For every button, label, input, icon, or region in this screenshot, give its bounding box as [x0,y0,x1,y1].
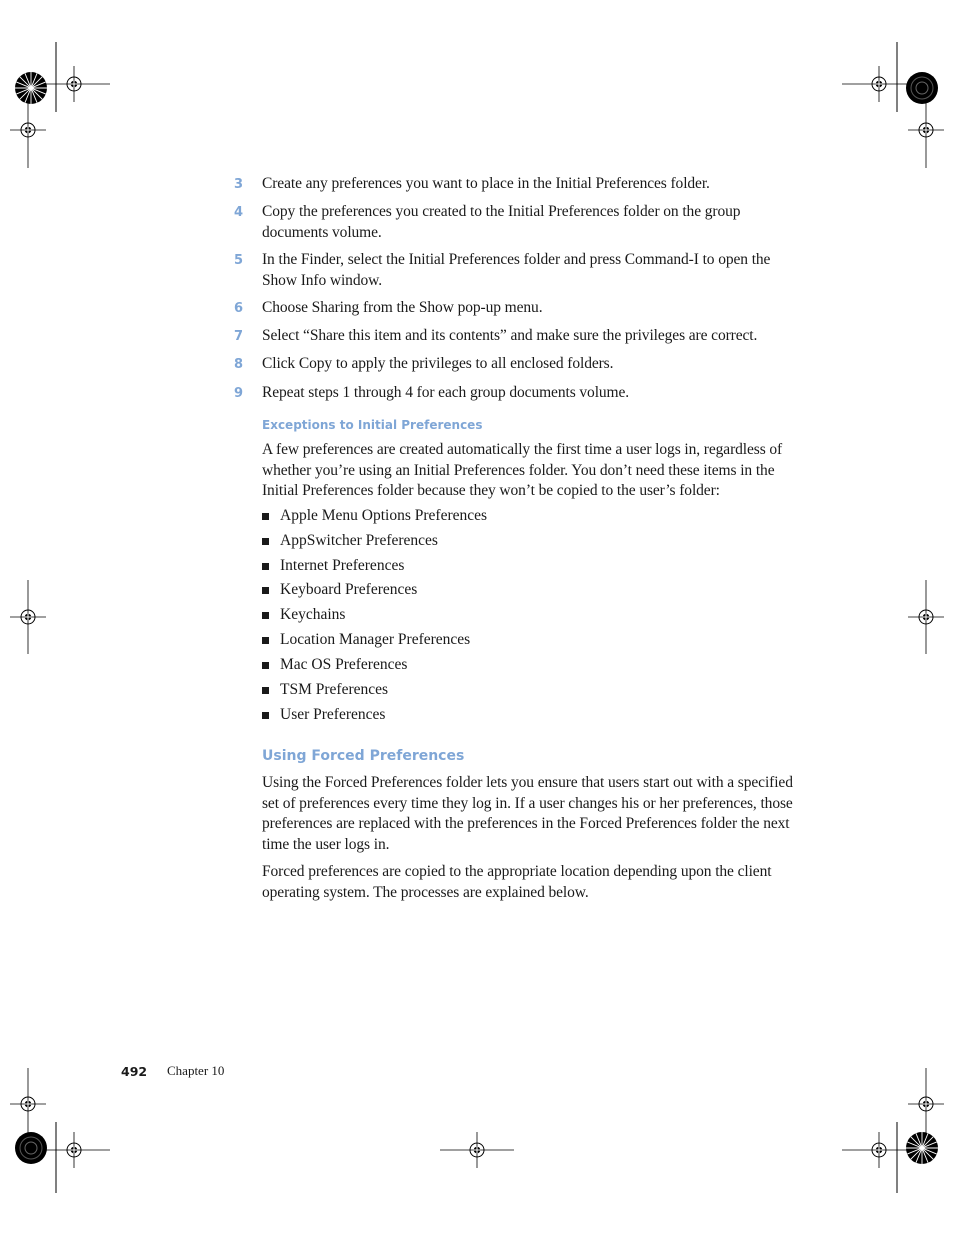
step-number: 9 [234,386,244,401]
step-number: 3 [234,177,244,192]
bullet [262,587,269,594]
list-item: Location Manager Preferences [280,631,471,648]
page-number: 492 [121,1064,148,1079]
list-item: Mac OS Preferences [280,656,408,673]
bullet [262,538,269,545]
step-text: Create any preferences you want to place in the Initial Preferences folder. [262,175,710,192]
forced-heading: Using Forced Preferences [262,748,465,764]
list-item: Keychains [280,606,346,623]
step-number: 8 [234,357,244,372]
bullet [262,563,269,570]
chapter-label: Chapter 10 [167,1063,225,1078]
step-number: 5 [234,253,244,268]
step-text: Click Copy to apply the privileges to all enclosed folders. [262,355,614,372]
exceptions-intro: A few preferences are created automatically the first time a user logs in, regardless of whether you’re using an Initial Preferences folder. You don’t need these items in the Initial Preferences folder because they won’t be copied to the user’s folder: [262,441,783,499]
list-item: TSM Preferences [280,681,389,698]
bullet [262,637,269,644]
step-text: In the Finder, select the Initial Preferences folder and press Command-I to open the Show Info window. [262,251,771,289]
list-item: User Preferences [280,706,386,723]
step-number: 7 [234,329,244,344]
list-item: Internet Preferences [280,557,405,574]
list-item: Keyboard Preferences [280,581,418,598]
list-item: Apple Menu Options Preferences [280,507,488,524]
step-text: Repeat steps 1 through 4 for each group documents volume. [262,384,630,401]
list-item: AppSwitcher Preferences [280,532,438,549]
exceptions-heading: Exceptions to Initial Preferences [262,418,483,432]
forced-paragraph-1: Using the Forced Preferences folder lets you ensure that users start out with a specified set of preferences every time they log in. If a user changes his or her preferences, those preferences are replaced with the preferences in the Forced Preferences folder the next time the user logs in. [262,774,793,853]
forced-paragraph-2: Forced preferences are copied to the appropriate location depending upon the client operating system. The processes are explained below. [262,863,772,901]
step-text: Choose Sharing from the Show pop-up menu. [262,299,543,316]
bullet [262,612,269,619]
bullet [262,662,269,669]
bullet [262,513,269,520]
step-text: Select “Share this item and its contents” and make sure the privileges are correct. [262,327,758,344]
step-text: Copy the preferences you created to the Initial Preferences folder on the group documents volume. [262,203,741,241]
step-number: 4 [234,205,244,220]
step-number: 6 [234,301,244,316]
bullet [262,687,269,694]
bullet [262,712,269,719]
